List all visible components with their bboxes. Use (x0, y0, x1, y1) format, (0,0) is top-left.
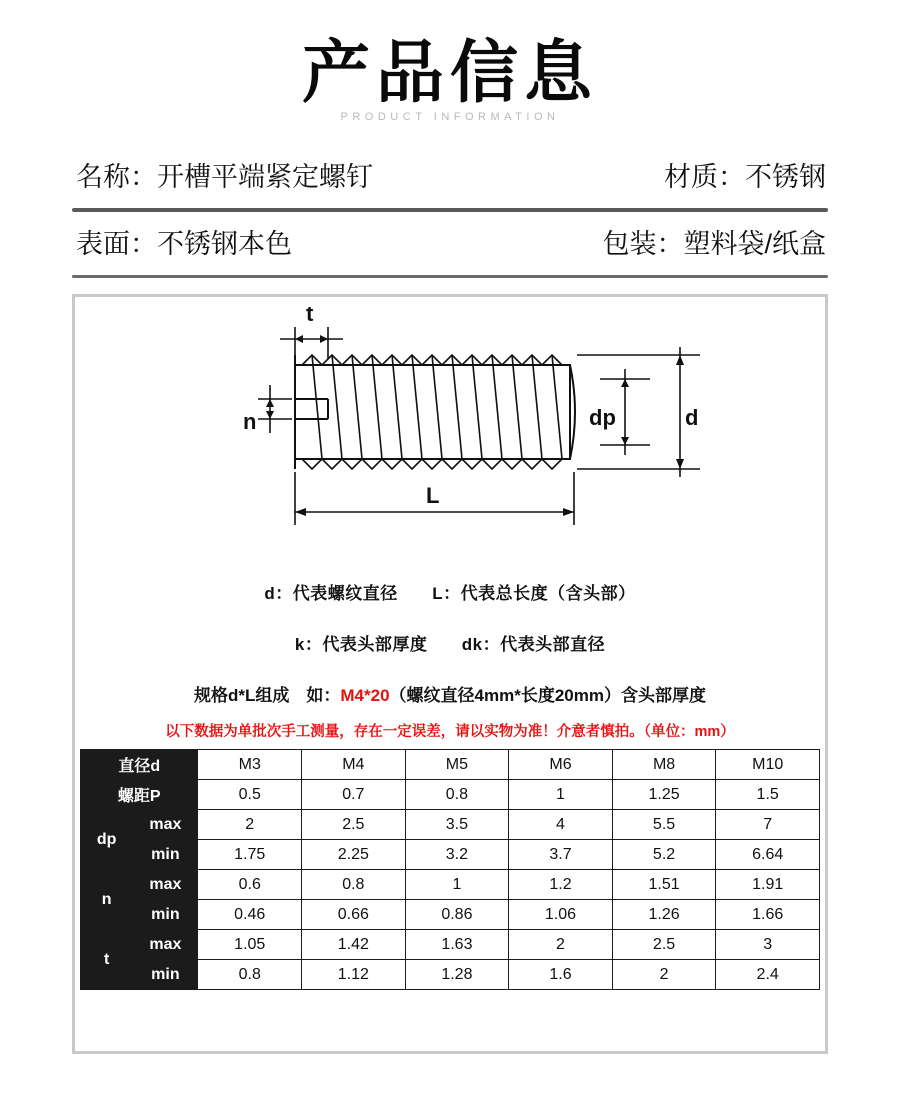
cell-diameter-3: M6 (509, 750, 613, 780)
cell-n-max-2: 1 (405, 870, 509, 900)
cell-dp-max-0: 2 (198, 810, 302, 840)
row-label-pitch: 螺距P (81, 780, 198, 810)
page-subtitle: PRODUCT INFORMATION (340, 111, 560, 124)
cell-diameter-4: M8 (612, 750, 716, 780)
screw-drawing (75, 307, 825, 557)
cell-diameter-2: M5 (405, 750, 509, 780)
row-label-diameter: 直径d (81, 750, 198, 780)
cell-t-min-1: 1.12 (302, 960, 406, 990)
diagram-panel (72, 294, 828, 1054)
spec-suffix: （螺纹直径4mm*长度20mm）含头部厚度 (389, 686, 706, 706)
product-packaging-field: 包装：塑料袋/纸盒 (602, 229, 826, 260)
cell-n-max-1: 0.8 (302, 870, 406, 900)
cell-n-max-5: 1.91 (716, 870, 820, 900)
row-label-n-min: min (133, 900, 198, 930)
row-label-dp-min: min (133, 840, 198, 870)
cell-pitch-5: 1.5 (716, 780, 820, 810)
row-label-n-max: max (133, 870, 198, 900)
cell-pitch-2: 0.8 (405, 780, 509, 810)
legend-dk: dk：代表头部直径 (461, 635, 606, 655)
cell-t-max-4: 2.5 (612, 930, 716, 960)
row-label-dp-max: max (133, 810, 198, 840)
cell-t-max-2: 1.63 (405, 930, 509, 960)
cell-dp-min-4: 5.2 (612, 840, 716, 870)
cell-pitch-0: 0.5 (198, 780, 302, 810)
measurement-note: 以下数据为单批次手工测量，存在一定误差，请以实物为准！介意者慎拍。（单位：mm） (165, 724, 735, 741)
screw-diagram-svg (80, 307, 820, 557)
product-material-field: 材质：不锈钢 (664, 162, 826, 193)
cell-dp-max-2: 3.5 (405, 810, 509, 840)
legend-line-2 (75, 630, 825, 655)
row-group-n: n (81, 870, 133, 930)
table-row-t-min (81, 960, 820, 990)
table-row-dp-max (81, 810, 820, 840)
spec-format-line (75, 681, 825, 706)
label-L: L (426, 483, 440, 509)
info-section (72, 145, 828, 278)
cell-n-min-0: 0.46 (198, 900, 302, 930)
row-group-t: t (81, 930, 133, 990)
cell-t-max-1: 1.42 (302, 930, 406, 960)
cell-pitch-3: 1 (509, 780, 613, 810)
cell-t-min-5: 2.4 (716, 960, 820, 990)
legend-d: d：代表螺纹直径 (264, 584, 398, 604)
label-d: d (685, 405, 699, 431)
label-n: n (243, 409, 257, 435)
cell-dp-min-0: 1.75 (198, 840, 302, 870)
row-group-dp: dp (81, 810, 133, 870)
legend-section (75, 579, 825, 655)
info-row-1 (72, 145, 828, 208)
divider-2 (72, 275, 828, 278)
cell-pitch-1: 0.7 (302, 780, 406, 810)
cell-dp-max-3: 4 (509, 810, 613, 840)
spec-table (80, 749, 820, 990)
cell-diameter-5: M10 (716, 750, 820, 780)
page-title: 产品信息 (301, 35, 598, 111)
cell-t-min-3: 1.6 (509, 960, 613, 990)
row-label-t-max: max (133, 930, 198, 960)
cell-dp-min-2: 3.2 (405, 840, 509, 870)
table-row-n-max (81, 870, 820, 900)
cell-n-min-1: 0.66 (302, 900, 406, 930)
header-block (0, 0, 900, 123)
cell-t-min-2: 1.28 (405, 960, 509, 990)
cell-dp-max-5: 7 (716, 810, 820, 840)
cell-dp-max-1: 2.5 (302, 810, 406, 840)
table-row-dp-min (81, 840, 820, 870)
spec-prefix: 规格d*L组成 如： (194, 686, 341, 706)
cell-diameter-0: M3 (198, 750, 302, 780)
cell-n-min-2: 0.86 (405, 900, 509, 930)
legend-k: k：代表头部厚度 (294, 635, 428, 655)
legend-L: L：代表总长度（含头部） (432, 584, 636, 604)
cell-n-min-5: 1.66 (716, 900, 820, 930)
cell-n-min-3: 1.06 (509, 900, 613, 930)
cell-t-max-0: 1.05 (198, 930, 302, 960)
cell-t-min-4: 2 (612, 960, 716, 990)
cell-dp-min-1: 2.25 (302, 840, 406, 870)
product-surface-field: 表面：不锈钢本色 (76, 229, 292, 260)
cell-pitch-4: 1.25 (612, 780, 716, 810)
spec-example: M4*20 (340, 686, 390, 706)
cell-n-max-0: 0.6 (198, 870, 302, 900)
info-row-2 (72, 212, 828, 275)
legend-line-1 (75, 579, 825, 604)
cell-t-max-5: 3 (716, 930, 820, 960)
cell-n-min-4: 1.26 (612, 900, 716, 930)
cell-diameter-1: M4 (302, 750, 406, 780)
cell-t-max-3: 2 (509, 930, 613, 960)
row-label-t-min: min (133, 960, 198, 990)
table-row-diameter (81, 750, 820, 780)
cell-dp-min-5: 6.64 (716, 840, 820, 870)
table-row-t-max (81, 930, 820, 960)
table-row-pitch (81, 780, 820, 810)
product-name-field: 名称：开槽平端紧定螺钉 (76, 162, 373, 193)
cell-n-max-3: 1.2 (509, 870, 613, 900)
cell-dp-min-3: 3.7 (509, 840, 613, 870)
cell-dp-max-4: 5.5 (612, 810, 716, 840)
label-dp: dp (589, 405, 616, 431)
cell-n-max-4: 1.51 (612, 870, 716, 900)
table-row-n-min (81, 900, 820, 930)
label-t: t (306, 307, 314, 327)
cell-t-min-0: 0.8 (198, 960, 302, 990)
